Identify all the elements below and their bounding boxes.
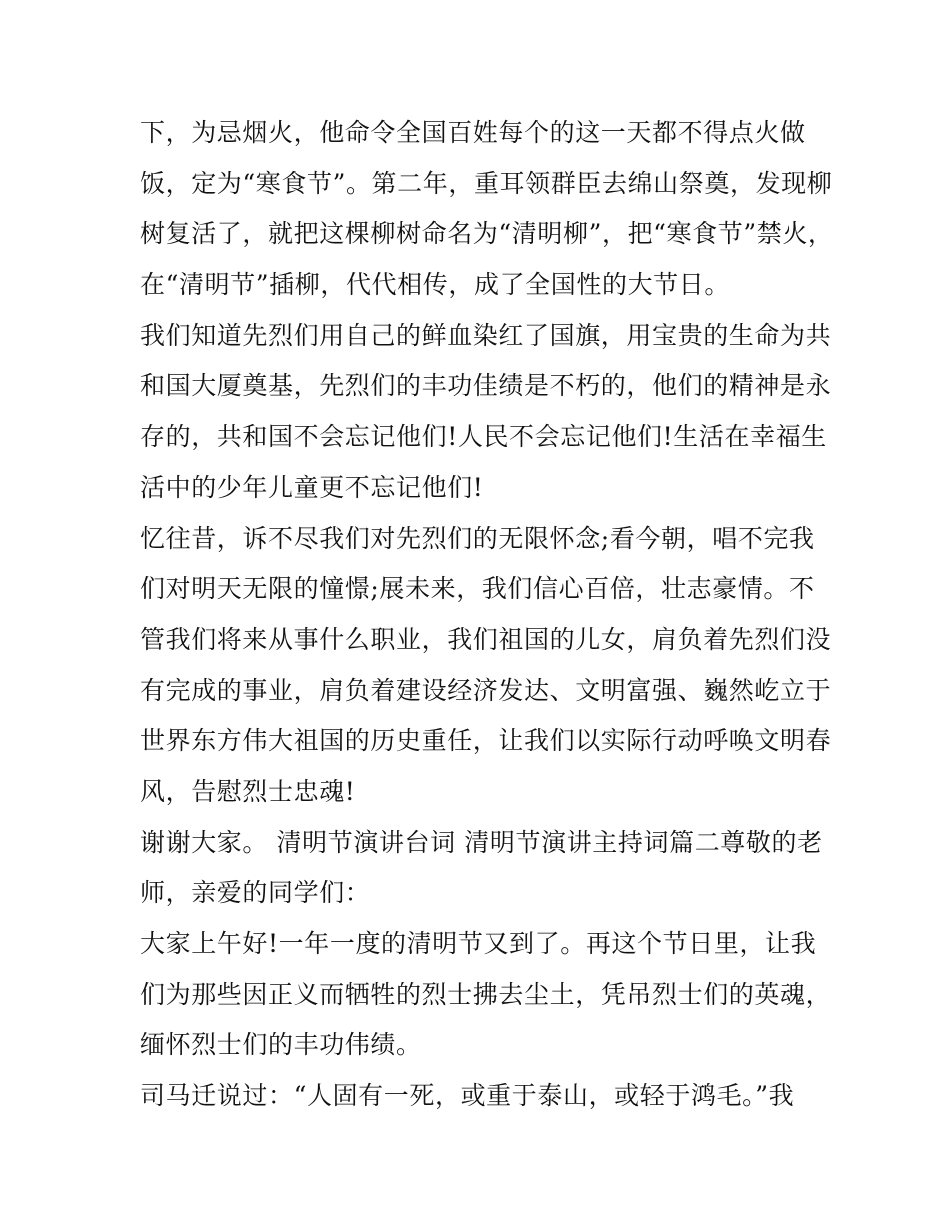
- body-text: [140, 108, 834, 1122]
- text-line: 和国大厦奠基，先烈们的丰功佳绩是不朽的，他们的精神是永: [140, 371, 832, 401]
- text-line: 大家上午好!一年一度的清明节又到了。再这个节日里，让我: [140, 929, 817, 958]
- text-line: 下，为忌烟火，他命令全国百姓每个的这一天都不得点火做: [140, 118, 806, 147]
- text-line: 忆往昔，诉不尽我们对先烈们的无限怀念;看今朝，唱不完我: [140, 523, 815, 553]
- text-line: 管我们将来从事什么职业，我们祖国的儿女，肩负着先烈们没: [140, 624, 832, 654]
- text-line: 谢谢大家。 清明节演讲台词 清明节演讲主持词篇二尊敬的老: [140, 827, 823, 857]
- text-line: 们为那些因正义而牺牲的烈士拂去尘土，凭吊烈士们的英魂，: [140, 979, 832, 1009]
- text-line: 在“清明节”插柳，代代相传，成了全国性的大节日。: [140, 270, 730, 300]
- text-line: 我们知道先烈们用自己的鲜血染红了国旗，用宝贵的生命为共: [140, 320, 832, 350]
- text-line: 世界东方伟大祖国的历史重任，让我们以实际行动呼唤文明春: [140, 726, 832, 756]
- text-line: 们对明天无限的憧憬;展未来，我们信心百倍，壮志豪情。不: [140, 574, 815, 604]
- text-line: 饭，定为“寒食节”。第二年，重耳领群臣去绵山祭奠，发现柳: [140, 168, 833, 198]
- text-line: 司马迁说过：“人固有一死，或重于泰山，或轻于鸿毛。”我: [140, 1081, 795, 1111]
- text-line: 师，亲爱的同学们：: [140, 878, 371, 908]
- text-line: 风，告慰烈士忠魂!: [140, 776, 356, 806]
- text-line: 活中的少年儿童更不忘记他们!: [140, 472, 484, 502]
- text-line: 缅怀烈士们的丰功伟绩。: [140, 1030, 422, 1060]
- text-line: 存的，共和国不会忘记他们!人民不会忘记他们!生活在幸福生: [140, 422, 827, 452]
- text-line: 有完成的事业，肩负着建设经济发达、文明富强、巍然屹立于: [140, 675, 832, 705]
- text-line: 树复活了，就把这棵柳树命名为“清明柳”，把“寒食节”禁火，: [140, 219, 834, 249]
